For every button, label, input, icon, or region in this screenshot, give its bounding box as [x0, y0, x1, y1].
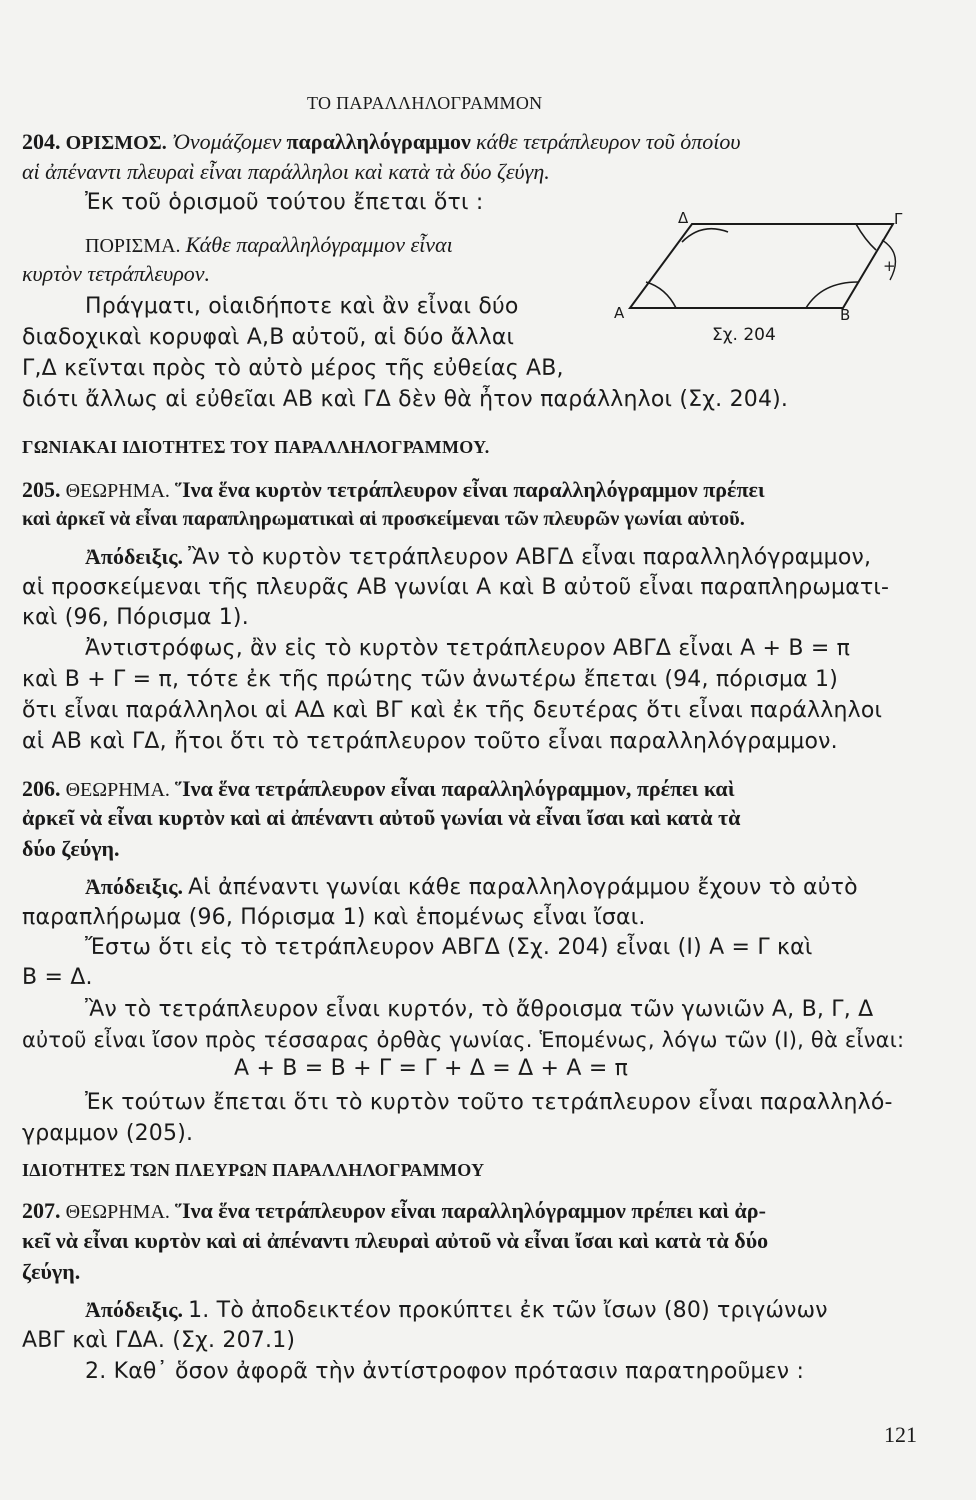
theorem-number: 207.: [22, 1198, 61, 1223]
definition-204-line-3: Ἐκ τοῦ ὁρισμοῦ τούτου ἔπεται ὅτι :: [85, 190, 484, 215]
vertex-label-b: Β: [840, 306, 851, 324]
proof-207-line-2: ΑΒΓ καὶ ΓΔΑ. (Σχ. 207.1): [22, 1328, 296, 1353]
definition-text: κάθε τετράπλευρον τοῦ ὁποίου: [475, 129, 741, 154]
parallelogram-shape: [630, 224, 893, 308]
theorem-206-line-2: ἀρκεῖ νὰ εἶναι κυρτὸν καὶ αἱ ἀπέναντι αὐτοῦ γωνίαι νὰ εἶναι ἴσαι καὶ κατὰ τὰ: [22, 805, 741, 830]
theorem-207-line-1: [22, 1200, 766, 1222]
theorem-207-line-3: ζεύγη.: [22, 1259, 81, 1284]
theorem-207-line-2: κεῖ νὰ εἶναι κυρτὸν καὶ αἱ ἀπέναντι πλευραὶ αὐτοῦ νὰ εἶναι ἴσαι καὶ κατὰ τὰ δύο: [22, 1228, 769, 1253]
porisma-label: ΠΟΡΙΣΜΑ.: [85, 235, 181, 257]
definition-text: Ὀνομάζομεν: [171, 129, 282, 154]
porisma-line-5: Γ,Δ κεῖνται πρὸς τὸ αὐτὸ μέρος τῆς εὐθείας ΑΒ,: [22, 356, 564, 381]
definition-label: ΟΡΙΣΜΟΣ.: [65, 132, 167, 154]
angle-arc-g: [856, 224, 876, 250]
theorem-206-line-1: [22, 778, 735, 800]
theorem-number: 205.: [22, 477, 61, 502]
proof-206-line-8: γραμμον (205).: [22, 1121, 194, 1146]
angle-arc-a: [646, 282, 676, 308]
proof-205-line-4: Ἀντιστρόφως, ἂν εἰς τὸ κυρτὸν τετράπλευρον ΑΒΓΔ εἶναι Α + Β = π: [85, 636, 851, 661]
proof-206-line-1: [85, 876, 858, 899]
running-header: ΤΟ ΠΑΡΑΛΛΗΛΟΓΡΑΜΜΟΝ: [307, 93, 543, 113]
proof-label: Ἀπόδειξις.: [85, 1297, 183, 1322]
proof-205-line-5: καὶ Β + Γ = π, τότε ἐκ τῆς πρώτης τῶν ἀνωτέρω ἔπεται (94, πόρισμα 1): [22, 667, 839, 692]
theorem-label: ΘΕΩΡΗΜΑ.: [65, 480, 170, 502]
figure-204: [610, 212, 910, 352]
page-number: 121: [884, 1422, 917, 1447]
definition-term: παραλληλόγραμμον: [286, 129, 471, 154]
theorem-statement: Ἵνα ἕνα τετράπλευρον εἶναι παραλληλόγραμμον πρέπει καὶ ἀρ-: [175, 1198, 766, 1223]
theorem-206-line-3: δύο ζεύγη.: [22, 836, 120, 861]
proof-207-line-1: [85, 1299, 828, 1322]
proof-205-line-2: αἱ προσκείμεναι τῆς πλευρᾶς ΑΒ γωνίαι Α καὶ Β αὐτοῦ εἶναι παραπληρωματι-: [22, 575, 890, 600]
theorem-label: ΘΕΩΡΗΜΑ.: [65, 779, 170, 801]
theorem-statement: Ἵνα ἕνα κυρτὸν τετράπλευρον εἶναι παραλληλόγραμμον πρέπει: [175, 477, 765, 502]
proof-label: Ἀπόδειξις.: [85, 544, 183, 569]
proof-205-line-3: καὶ (96, Πόρισμα 1).: [22, 605, 249, 630]
proof-text: 1. Τὸ ἀποδεικτέον προκύπτει ἐκ τῶν ἴσων (80) τριγώνων: [188, 1298, 828, 1323]
proof-206-equation: Α + Β = Β + Γ = Γ + Δ = Δ + Α = π: [234, 1056, 629, 1081]
section-heading-angular: ΓΩΝΙΑΚΑΙ ΙΔΙΟΤΗΤΕΣ ΤΟΥ ΠΑΡΑΛΛΗΛΟΓΡΑΜΜΟΥ.: [22, 437, 490, 457]
porisma-line-6: διότι ἄλλως αἱ εὐθεῖαι ΑΒ καὶ ΓΔ δὲν θὰ ἦτον παράλληλοι (Σχ. 204).: [22, 387, 789, 412]
theorem-205-line-1: [22, 479, 765, 501]
figure-caption: Σχ. 204: [712, 325, 776, 345]
proof-text: Ἂν τὸ κυρτὸν τετράπλευρον ΑΒΓΔ εἶναι παραλληλόγραμμον,: [188, 545, 872, 570]
vertex-label-d: Δ: [678, 212, 689, 227]
angle-arc-d: [682, 229, 728, 242]
theorem-label: ΘΕΩΡΗΜΑ.: [65, 1201, 170, 1223]
porisma-line-3: Πράγματι, οἱαιδήποτε καὶ ἂν εἶναι δύο: [85, 294, 519, 319]
proof-206-line-5: Ἂν τὸ τετράπλευρον εἶναι κυρτόν, τὸ ἄθροισμα τῶν γωνιῶν Α, Β, Γ, Δ: [85, 997, 874, 1022]
proof-text: Αἱ ἀπέναντι γωνίαι κάθε παραλληλογράμμου ἔχουν τὸ αὐτὸ: [188, 875, 858, 900]
proof-206-line-4: Β = Δ.: [22, 965, 93, 990]
proof-206-line-3: Ἔστω ὅτι εἰς τὸ τετράπλευρον ΑΒΓΔ (Σχ. 204) εἶναι (Ι) Α = Γ καὶ: [85, 935, 813, 960]
definition-204-line-1: [22, 131, 740, 153]
porisma-line-1: [85, 234, 453, 256]
porisma-line-2: κυρτὸν τετράπλευρον.: [22, 261, 211, 286]
definition-number: 204.: [22, 129, 61, 154]
vertex-label-g: Γ: [894, 212, 903, 228]
theorem-number: 206.: [22, 776, 61, 801]
proof-206-line-2: παραπλήρωμα (96, Πόρισμα 1) καὶ ἑπομένως εἶναι ἴσαι.: [22, 905, 646, 930]
proof-206-line-6: αὐτοῦ εἶναι ἴσον πρὸς τέσσαρας ὀρθὰς γωνίας. Ἑπομένως, λόγω τῶν (Ι), θὰ εἶναι:: [22, 1028, 905, 1052]
theorem-205-line-2: καὶ ἀρκεῖ νὰ εἶναι παραπληρωματικαὶ αἱ προσκείμεναι τῶν πλευρῶν γωνίαι αὐτοῦ.: [22, 508, 745, 530]
proof-205-line-7: αἱ ΑΒ καὶ ΓΔ, ἤτοι ὅτι τὸ τετράπλευρον τοῦτο εἶναι παραλληλόγραμμον.: [22, 729, 838, 754]
section-heading-sides: ΙΔΙΟΤΗΤΕΣ ΤΩΝ ΠΛΕΥΡΩΝ ΠΑΡΑΛΛΗΛΟΓΡΑΜΜΟΥ: [22, 1160, 485, 1180]
proof-205-line-6: ὅτι εἶναι παράλληλοι αἱ ΑΔ καὶ ΒΓ καὶ ἐκ τῆς δευτέρας ὅτι εἶναι παράλληλοι: [22, 698, 883, 723]
porisma-text: Κάθε παραλληλόγραμμον εἶναι: [185, 232, 453, 257]
theorem-statement: Ἵνα ἕνα τετράπλευρον εἶναι παραλληλόγραμμον, πρέπει καὶ: [175, 776, 735, 801]
porisma-line-4: διαδοχικαὶ κορυφαὶ Α,Β αὐτοῦ, αἱ δύο ἄλλαι: [22, 325, 515, 350]
vertex-label-a: Α: [614, 304, 625, 322]
orientation-plus-sign: +: [883, 257, 896, 275]
proof-205-line-1: [85, 546, 871, 569]
definition-204-line-2: αἱ ἀπέναντι πλευραὶ εἶναι παράλληλοι καὶ κατὰ τὰ δύο ζεύγη.: [22, 159, 550, 184]
proof-207-line-3: 2. Καθ᾽ ὅσον ἀφορᾶ τὴν ἀντίστροφον πρότασιν παρατηροῦμεν :: [85, 1359, 805, 1384]
proof-206-line-7: Ἐκ τούτων ἔπεται ὅτι τὸ κυρτὸν τοῦτο τετράπλευρον εἶναι παραλληλό-: [85, 1090, 893, 1115]
proof-label: Ἀπόδειξις.: [85, 874, 183, 899]
